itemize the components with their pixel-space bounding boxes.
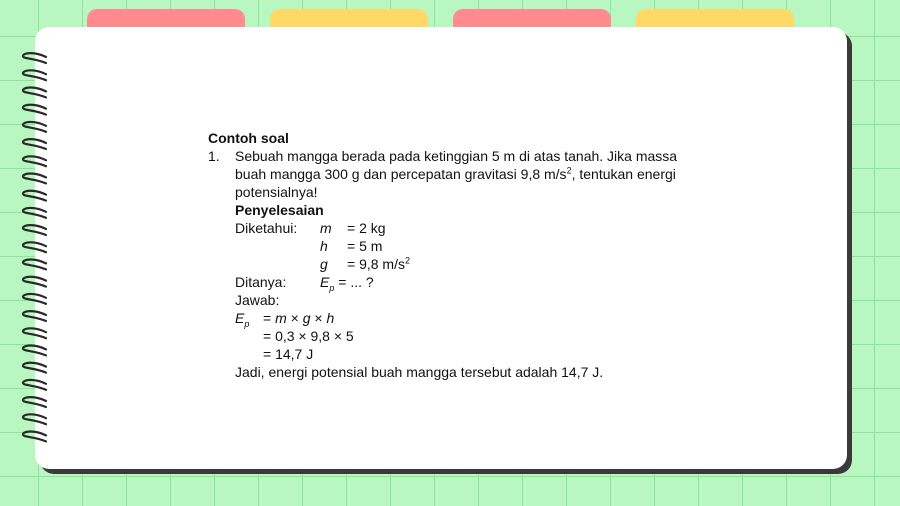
answer-label: Jawab:	[235, 292, 280, 308]
known-value-h: = 5 m	[347, 238, 383, 254]
spiral-ring	[23, 346, 46, 356]
spiral-ring	[23, 53, 46, 63]
problem-line-2	[208, 165, 708, 183]
answer-step-2: = 0,3 × 9,8 × 5	[263, 328, 354, 344]
known-row-h	[208, 237, 708, 255]
answer-symbol: $E_p$	[235, 310, 250, 329]
known-symbol-m: m	[320, 220, 332, 236]
spiral-ring	[23, 139, 46, 149]
problem-text-3: potensialnya!	[235, 184, 318, 200]
known-row-g	[208, 255, 708, 273]
known-row-m	[208, 219, 708, 237]
problem-number: 1.	[208, 148, 220, 164]
section-heading: Contoh soal	[208, 130, 289, 146]
solution-title: Penyelesaian	[235, 202, 324, 218]
spiral-ring	[23, 174, 46, 184]
spiral-ring	[23, 225, 46, 235]
spiral-ring	[23, 88, 46, 98]
asked-label: Ditanya:	[235, 274, 287, 290]
spiral-ring	[23, 363, 46, 373]
spiral-ring	[23, 277, 46, 287]
conclusion: Jadi, energi potensial buah mangga tersebut adalah 14,7 J.	[235, 364, 604, 380]
problem-text-2: buah mangga 300 g dan percepatan gravitasi 9,8 $m/s^2$, tentukan energi	[235, 165, 676, 182]
known-symbol-g: g	[320, 256, 328, 272]
spiral-ring	[23, 191, 46, 201]
spiral-ring	[23, 311, 46, 321]
spiral-ring	[23, 294, 46, 304]
problem-line-3	[208, 183, 708, 201]
spiral-ring	[23, 432, 46, 442]
spiral-ring	[23, 242, 46, 252]
answer-formula: = m × g × h	[263, 310, 335, 326]
spiral-ring	[23, 328, 46, 338]
spiral-ring	[23, 122, 46, 132]
spiral-ring	[23, 156, 46, 166]
problem-line-1	[208, 147, 708, 165]
known-label: Diketahui:	[235, 220, 298, 236]
spiral-binding-icon	[20, 46, 54, 446]
problem-text-1: Sebuah mangga berada pada ketinggian 5 m di atas tanah. Jika massa	[235, 148, 678, 164]
answer-step-3: = 14,7 J	[263, 346, 314, 362]
answer-step-1	[208, 309, 708, 327]
spiral-ring	[23, 397, 46, 407]
answer-label-row	[208, 291, 708, 309]
known-value-m: = 2 kg	[347, 220, 386, 236]
document-content	[208, 129, 708, 381]
spiral-ring	[23, 260, 46, 270]
spiral-ring	[23, 105, 46, 115]
known-symbol-h: h	[320, 238, 328, 254]
asked-formula: $E_p$ = ... ?	[320, 274, 374, 293]
spiral-ring	[23, 70, 46, 80]
asked-row	[208, 273, 708, 291]
spiral-ring	[23, 380, 46, 390]
known-value-g: = 9,8 $m/s^2$	[347, 255, 410, 272]
spiral-ring	[23, 414, 46, 424]
spiral-ring	[23, 208, 46, 218]
